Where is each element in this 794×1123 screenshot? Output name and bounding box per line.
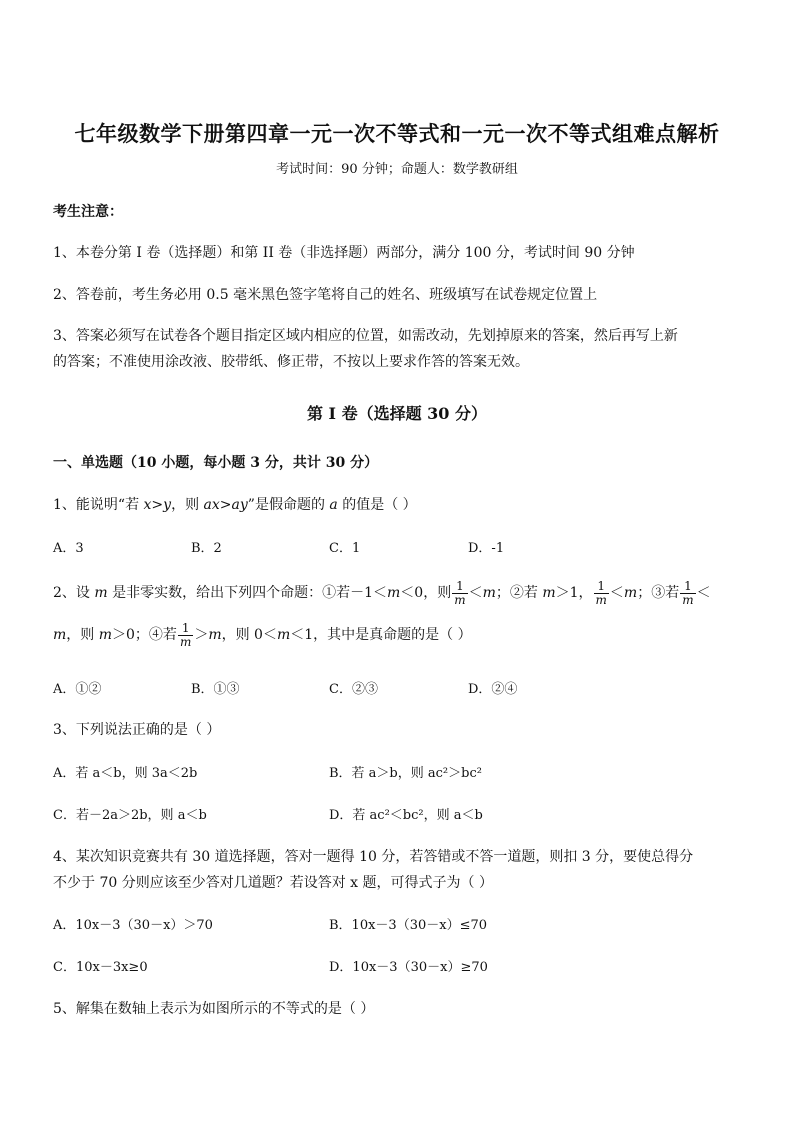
fraction-1-over-m: $\frac{1}{m}$	[595, 578, 607, 607]
question-3-stem: 3、下列说法正确的是（ ）	[53, 722, 221, 738]
q3-option-d: D．若 ac²＜bc²，则 a＜b	[329, 808, 483, 823]
q2-option-b: B．①③	[191, 682, 240, 697]
question-4-line-2: 不少于 70 分则应该至少答对几道题？若设答对 x 题，可得式子为（ ）	[53, 875, 493, 891]
q2-option-a: A．①②	[53, 682, 102, 697]
q3-option-a: A．若 a＜b，则 3a＜2b	[53, 766, 198, 781]
question-4-line-1: 4、某次知识竞赛共有 30 道选择题，答对一题得 10 分，若答错或不答一道题，则扣 3 分，要使总得分	[53, 849, 694, 865]
notice-item-1: 1、本卷分第 I 卷（选择题）和第 II 卷（非选择题）两部分，满分 100 分，考试时间 90 分钟	[53, 245, 635, 261]
fraction-1-over-m: $\frac{1}{m}$	[179, 620, 192, 649]
q1-option-a: A．3	[53, 541, 84, 556]
notice-item-3-line-2: 的答案；不准使用涂改液、胶带纸、修正带，不按以上要求作答的答案无效。	[53, 354, 529, 370]
notice-item-3-line-1: 3、答案必须写在试卷各个题目指定区域内相应的位置，如需改动，先划掉原来的答案，然后再写上新	[53, 328, 678, 344]
q1-option-d: D．-1	[468, 541, 505, 556]
question-1-stem: 1、能说明“若 x>y，则 ax>ay”是假命题的 a 的值是（ ）	[53, 497, 417, 513]
section-heading: 一、单选题（10 小题，每小题 3 分，共计 30 分）	[53, 455, 379, 471]
q1-option-b: B．2	[191, 541, 222, 556]
part1-heading: 第 I 卷（选择题 30 分）	[306, 404, 488, 423]
q1-option-c: C．1	[329, 541, 361, 556]
exam-subtitle: 考试时间：90 分钟；命题人：数学教研组	[276, 162, 518, 177]
q4-option-c: C．10x－3x≥0	[53, 960, 148, 975]
fraction-1-over-m: $\frac{1}{m}$	[454, 578, 466, 607]
fraction-1-over-m: $\frac{1}{m}$	[682, 578, 694, 607]
q4-option-d: D．10x－3（30－x）≥70	[329, 960, 488, 975]
notice-heading: 考生注意：	[53, 204, 123, 220]
page-title: 七年级数学下册第四章一元一次不等式和一元一次不等式组难点解析	[74, 121, 720, 146]
question-2-line-2: m，则 m＞0；④若 $\frac{1}{m}$ ＞m，则 0＜m＜1，其中是真命题的是（ ）	[53, 620, 472, 649]
q3-option-c: C．若－2a＞2b，则 a＜b	[53, 808, 207, 823]
question-5-stem: 5、解集在数轴上表示为如图所示的不等式的是（ ）	[53, 1001, 375, 1017]
question-2-line-1: 2、设 m 是非零实数，给出下列四个命题：①若－1＜m＜0，则 $\frac{1}{m}$ ＜m；②若 m＞1， $\frac{1}{m}$ ＜m；③若 $\frac{1}{m}$ ＜	[53, 578, 711, 607]
q4-option-b: B．10x－3（30－x）≤70	[329, 918, 488, 933]
q3-option-b: B．若 a＞b，则 ac²＞bc²	[329, 766, 482, 781]
q4-option-a: A．10x－3（30－x）＞70	[53, 918, 213, 933]
notice-item-2: 2、答卷前，考生务必用 0.5 毫米黑色签字笔将自己的姓名、班级填写在试卷规定位置上	[53, 287, 598, 303]
q2-option-c: C．②③	[329, 682, 378, 697]
q2-option-d: D．②④	[468, 682, 518, 697]
